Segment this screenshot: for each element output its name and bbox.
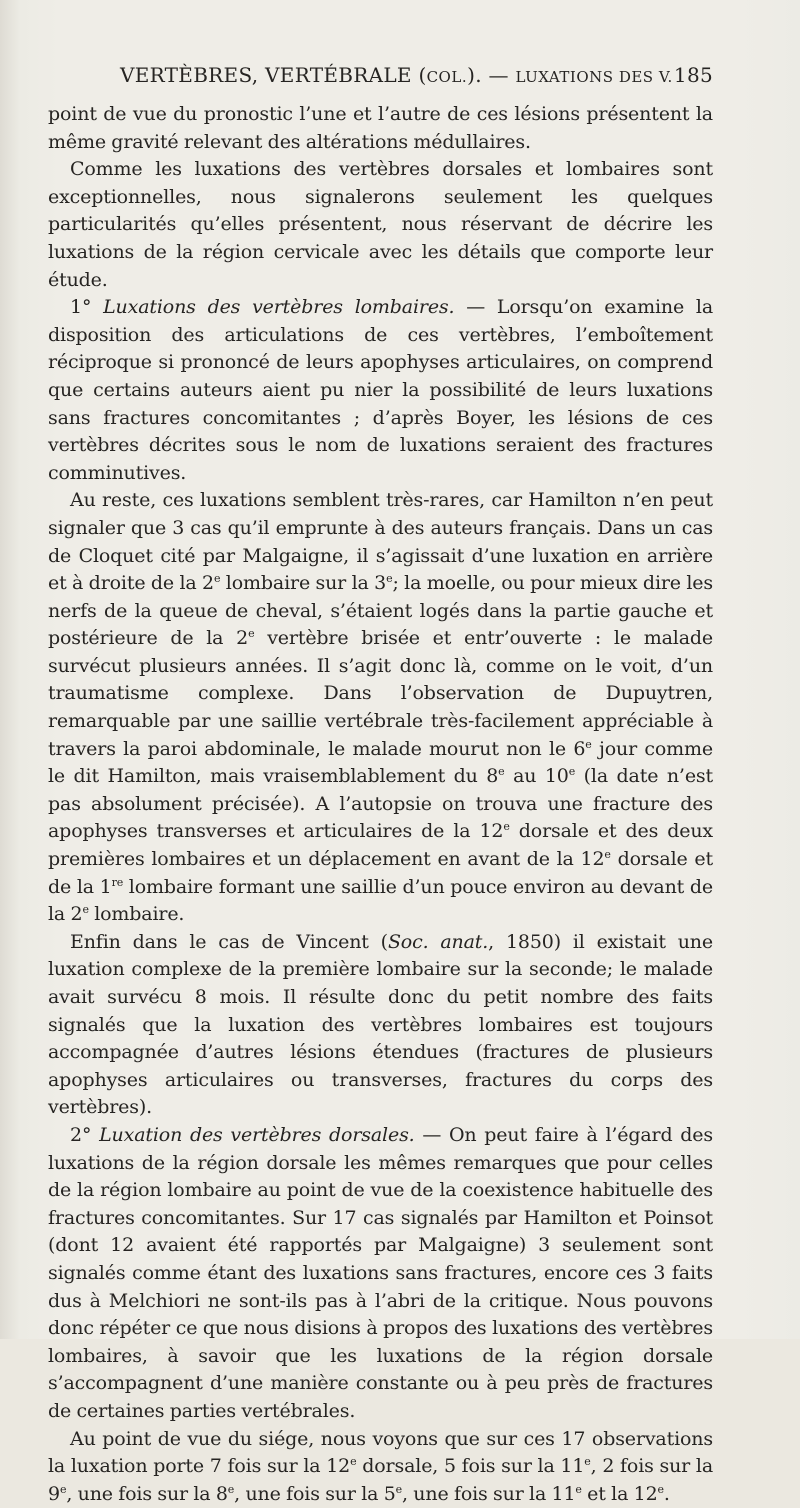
running-title-main: VERTÈBRES, VERTÉBRALE ( — [120, 63, 427, 87]
text-run: au 10 — [505, 765, 569, 787]
superscript: e — [604, 848, 610, 861]
text-run: Enfin dans le cas de Vincent ( — [70, 931, 388, 953]
superscript: e — [82, 903, 88, 916]
text-run: lombaire sur la 3 — [220, 572, 386, 594]
superscript: e — [248, 627, 254, 640]
text-run: , une fois sur la 11 — [402, 1483, 575, 1505]
text-run: , 1850) il existait une luxation complexe de la première lombaire sur la seconde; le malade avait survécu 8 mois. Il résulte donc du petit nombre des faits signalés que la luxation des vertèbres lombaires est toujours accompagnée d’autres lésions étendues (fractures de plusieurs apophyses articulaires ou transverses, fractures du corps des vertèbres). — [48, 931, 713, 1119]
paragraph-text: — Lorsqu’on examine la disposition des articulations de ces vertèbres, l’emboîtement réciproque si prononcé de leurs apophyses articulaires, on comprend que certains auteurs aient pu nier la possibilité de leurs luxations sans fractures concomitantes ; d’après Boyer, les lésions de ces vertèbres décrites sous le nom de luxations seraient des fractures comminutives. — [48, 296, 713, 484]
text-run: (la date n’est pas absolument précisée). A l’autopsie on trouva une fracture des apophyses transverses et articulaires de la 12 — [48, 765, 713, 842]
superscript: e — [569, 765, 575, 778]
section-title: Luxations des vertèbres lombaires. — [103, 296, 454, 318]
paragraph-continued — [48, 101, 713, 156]
paragraph-text: point de vue du pronostic l’une et l’autre de ces lésions présentent la même gravité relevant des altérations médullaires. — [48, 103, 713, 153]
text-run: dorsale et de la 1 — [48, 848, 713, 898]
text-run: Au point de vue du siége, nous voyons que sur ces 17 observations la luxation porte 7 fois sur la 12 — [48, 1428, 713, 1478]
running-title-dash: — — [482, 63, 516, 87]
running-header — [48, 62, 713, 88]
superscript: e — [585, 738, 591, 751]
paragraph — [48, 929, 713, 1122]
superscript: e — [60, 1483, 66, 1496]
superscript: e — [498, 765, 504, 778]
section-number: 2° — [70, 1124, 91, 1146]
superscript: re — [112, 876, 123, 889]
superscript: e — [350, 1455, 356, 1468]
running-title-col: COL. — [427, 68, 468, 86]
text-run: ; la moelle, ou pour mieux dire les nerfs de la queue de cheval, s’étaient logés dans la partie gauche et postérieure de la 2 — [48, 572, 713, 649]
running-title-section: LUXATIONS DES V. — [515, 68, 672, 86]
paragraph-dorsal-heading — [48, 1122, 713, 1426]
text-run: dorsale, 5 fois sur la 11 — [356, 1455, 584, 1477]
citation-italic: Soc. anat. — [388, 931, 488, 953]
superscript: e — [503, 820, 509, 833]
text-run: . — [664, 1483, 670, 1505]
superscript: e — [658, 1483, 664, 1496]
text-run: lombaire. — [89, 903, 185, 925]
text-run: jour comme le dit Hamilton, mais vraisemblablement du 8 — [48, 738, 713, 788]
paragraph-text: — On peut faire à l’égard des luxations de la région dorsale les mêmes remarques que pour celles de la région lombaire au point de vue de la coexistence habituelle des fractures concomitantes. Sur 17 cas signalés par Hamilton et Poinsot (dont 12 avaient été rapportés par Malgaigne) 3 seulement sont signalés comme étant des luxations sans fractures, encore ces 3 faits dus à Melchiori ne sont-ils pas à l’abri de la critique. Nous pouvons donc répéter ce que nous disions à propos des luxations des vertèbres lombaires, à savoir que les luxations de la région dorsale s’accompagnent d’une manière constante ou à peu près de fractures de certaines parties vertébrales. — [48, 1124, 713, 1422]
running-title-close: ). — [467, 63, 482, 87]
superscript: e — [214, 572, 220, 585]
text-run: vertèbre brisée et entr’ouverte : le malade survécut plusieurs années. Il s’agit donc là, comme on le voit, d’un traumatisme complexe. Dans l’observation de Dupuytren, remarquable par une saillie vertébrale très-facilement appréciable à travers la paroi abdominale, le malade mourut non le 6 — [48, 627, 713, 759]
page-number: 185 — [674, 62, 713, 88]
superscript: e — [396, 1483, 402, 1496]
text-run: , une fois sur la 5 — [234, 1483, 395, 1505]
paragraph-text: Comme les luxations des vertèbres dorsales et lombaires sont exceptionnelles, nous signalerons seulement les quelques particularités qu’elles présentent, nous réservant de décrire les luxations de la région cervicale avec les détails que comporte leur étude. — [48, 158, 713, 290]
superscript: e — [575, 1483, 581, 1496]
paragraph-lumbar-heading — [48, 294, 713, 487]
text-run: , une fois sur la 8 — [66, 1483, 227, 1505]
text-run: et la 12 — [582, 1483, 658, 1505]
superscript: e — [386, 572, 392, 585]
paragraph — [48, 156, 713, 294]
paragraph — [48, 1426, 713, 1508]
text-run: lombaire formant une saillie d’un pouce environ au devant de la 2 — [48, 876, 713, 926]
superscript: e — [228, 1483, 234, 1496]
running-title — [120, 62, 673, 90]
superscript: e — [584, 1455, 590, 1468]
text-run: , 2 fois sur la 9 — [48, 1455, 713, 1505]
paragraph — [48, 487, 713, 929]
text-run: dorsale et des deux premières lombaires et un déplacement en avant de la 12 — [48, 820, 713, 870]
section-title: Luxation des vertèbres dorsales. — [99, 1124, 414, 1146]
text-run: Au reste, ces luxations semblent très-rares, car Hamilton n’en peut signaler que 3 cas qu’il emprunte à des auteurs français. Dans un cas de Cloquet cité par Malgaigne, il s’agissait d’une luxation en arrière et à droite de la 2 — [48, 489, 713, 594]
body-text — [48, 101, 713, 1508]
section-number: 1° — [70, 296, 91, 318]
